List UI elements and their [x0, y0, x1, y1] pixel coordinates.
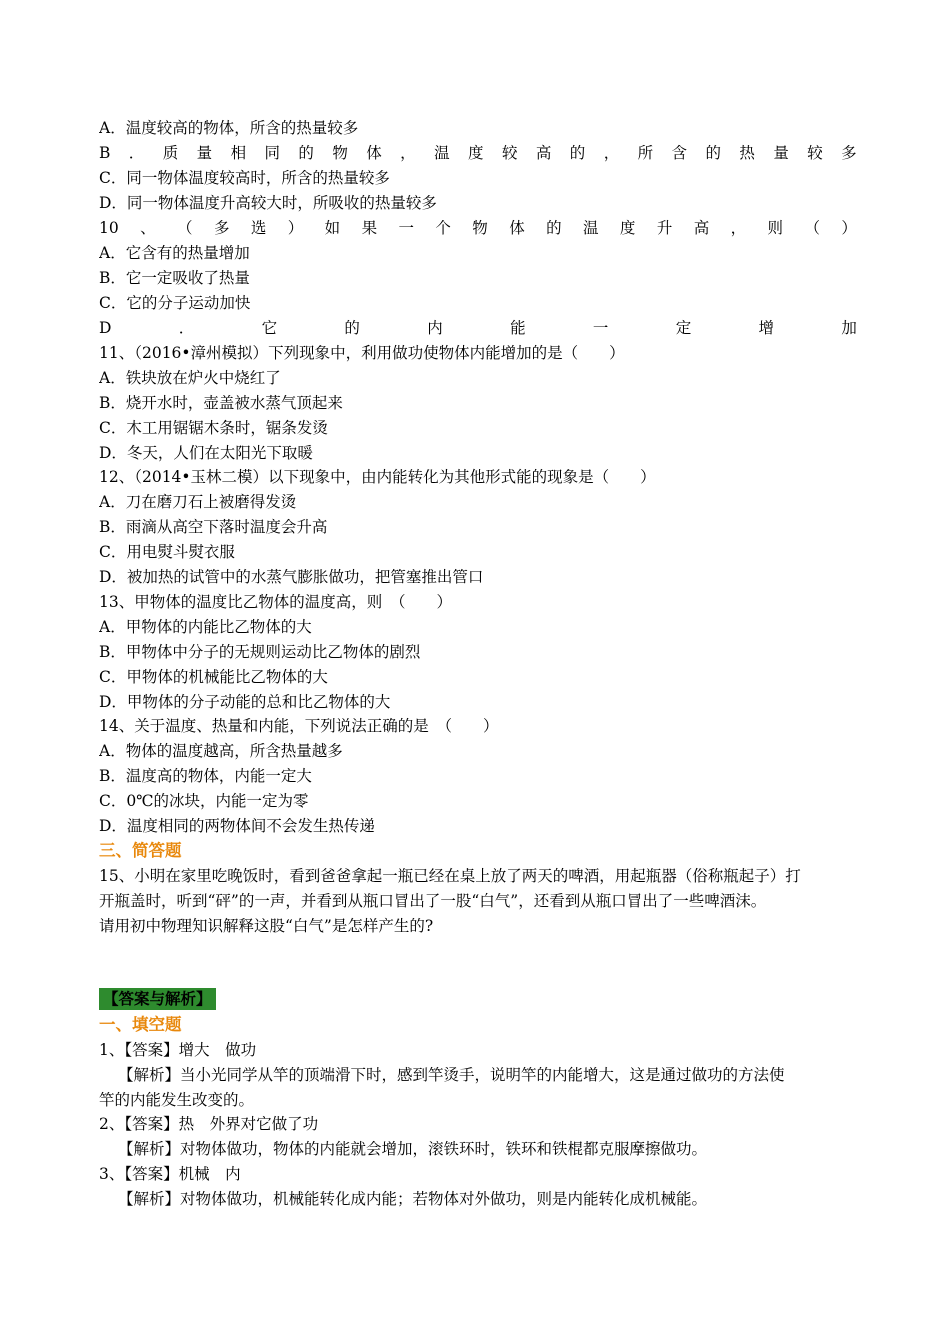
- spread-char: 则: [767, 219, 784, 237]
- spread-char: 、: [140, 219, 156, 237]
- q14-stem: 14、关于温度、热量和内能，下列说法正确的是 （ ）: [99, 717, 499, 735]
- q9-option-b: [99, 143, 857, 163]
- q13-option-c: C．甲物体的机械能比乙物体的大: [99, 668, 328, 686]
- q9-option-d: D．同一物体温度升高较大时，所吸收的热量较多: [99, 194, 437, 212]
- spread-char: 相: [230, 144, 247, 162]
- spread-char: 量: [196, 144, 213, 162]
- spread-char: 含: [671, 144, 688, 162]
- spread-char: （: [177, 219, 193, 237]
- q15-line-1: 15、小明在家里吃晚饭时，看到爸爸拿起一瓶已经在桌上放了两天的啤酒，用起瓶器（俗称瓶起子）打: [99, 867, 801, 885]
- answer-3-explanation: 【解析】对物体做功，机械能转化成内能；若物体对外做功，则是内能转化成机械能。: [118, 1190, 708, 1208]
- spread-char: ）: [287, 219, 304, 237]
- q13-stem: 13、甲物体的温度比乙物体的温度高，则 （ ）: [99, 593, 452, 611]
- q11-option-d: D．冬天，人们在太阳光下取暖: [99, 444, 313, 462]
- spread-char: 同: [264, 144, 280, 162]
- spread-char: ）: [841, 219, 857, 237]
- answer-1-explanation: 【解析】当小光同学从竿的顶端滑下时，感到竿烫手，说明竿的内能增大，这是通过做功的方法使: [118, 1066, 785, 1084]
- spread-char: 它: [261, 319, 278, 337]
- answer-1-explanation-cont: 竿的内能发生改变的。: [99, 1091, 255, 1109]
- spread-char: 体: [366, 144, 382, 162]
- q15-line-3: 请用初中物理知识解释这股“白气”是怎样产生的?: [99, 917, 434, 935]
- q15-line-2: 开瓶盖时，听到“砰”的一声，并看到从瓶口冒出了一股“白气”，还看到从瓶口冒出了一些啤酒沫。: [99, 892, 767, 910]
- q11-stem: 11、（2016•漳州模拟）下列现象中，利用做功使物体内能增加的是（ ）: [99, 344, 625, 362]
- answer-2: 2、【答案】热 外界对它做了功: [99, 1115, 319, 1133]
- spread-char: D: [99, 319, 112, 337]
- spread-char: ．: [128, 144, 145, 162]
- spread-char: 如: [324, 219, 341, 237]
- spread-char: 定: [675, 319, 692, 337]
- q11-option-b: B．烧开水时，壶盖被水蒸气顶起来: [99, 394, 343, 412]
- spread-char: 多: [213, 219, 230, 237]
- spread-char: 的: [344, 319, 360, 337]
- spread-char: ，: [400, 144, 416, 162]
- q10-option-b: B．它一定吸收了热量: [99, 269, 250, 287]
- spread-char: B: [99, 144, 111, 162]
- q12-option-b: B．雨滴从高空下落时温度会升高: [99, 518, 328, 536]
- spread-char: 增: [758, 319, 775, 337]
- answers-badge: 【答案与解析】: [99, 988, 216, 1010]
- spread-char: 的: [569, 144, 586, 162]
- spread-char: 物: [472, 219, 488, 237]
- spread-char: ．: [178, 319, 195, 337]
- q12-option-a: A．刀在磨刀石上被磨得发烫: [99, 493, 297, 511]
- q10-stem: [99, 218, 857, 238]
- spread-char: 度: [468, 144, 484, 162]
- spread-char: 温: [434, 144, 450, 162]
- spread-char: 量: [773, 144, 789, 162]
- q13-option-a: A．甲物体的内能比乙物体的大: [99, 618, 312, 636]
- q9-option-a: A．温度较高的物体，所含的热量较多: [99, 119, 359, 137]
- spread-char: 一: [398, 219, 414, 237]
- q12-stem: 12、（2014•玉林二模）以下现象中，由内能转化为其他形式能的现象是（ ）: [99, 468, 656, 486]
- spread-char: 个: [435, 219, 451, 237]
- q12-option-d: D．被加热的试管中的水蒸气膨胀做功，把管塞推出管口: [99, 568, 484, 586]
- spread-char: 内: [427, 319, 443, 337]
- spread-char: 的: [298, 144, 314, 162]
- spread-char: 高: [535, 144, 552, 162]
- spread-char: 物: [332, 144, 348, 162]
- spread-char: 温: [583, 219, 599, 237]
- answer-2-explanation: 【解析】对物体做功，物体的内能就会增加，滚铁环时，铁环和铁棍都克服摩擦做功。: [118, 1140, 708, 1158]
- spread-char: 能: [510, 319, 526, 337]
- q14-option-d: D．温度相同的两物体间不会发生热传递: [99, 817, 375, 835]
- spread-char: 的: [546, 219, 562, 237]
- spread-char: ，: [730, 219, 747, 237]
- spread-char: 一: [592, 319, 609, 337]
- q11-option-c: C．木工用锯锯木条时，锯条发烫: [99, 419, 328, 437]
- spread-char: 高: [693, 219, 710, 237]
- q11-option-a: A．铁块放在炉火中烧红了: [99, 369, 281, 387]
- spread-char: 多: [841, 144, 857, 162]
- spread-char: 选: [250, 219, 267, 237]
- q10-option-a: A．它含有的热量增加: [99, 244, 250, 262]
- q12-option-c: C．用电熨斗熨衣服: [99, 543, 235, 561]
- spread-char: 较: [807, 144, 823, 162]
- q10-option-d: [99, 318, 857, 338]
- q9-option-c: C．同一物体温度较高时，所含的热量较多: [99, 169, 390, 187]
- spread-char: （: [804, 219, 820, 237]
- q14-option-c: C．0℃的冰块，内能一定为零: [99, 792, 309, 810]
- answer-1: 1、【答案】增大 做功: [99, 1041, 257, 1059]
- spread-char: 较: [501, 144, 518, 162]
- q13-option-b: B．甲物体中分子的无规则运动比乙物体的剧烈: [99, 643, 421, 661]
- q14-option-a: A．物体的温度越高，所含热量越多: [99, 742, 343, 760]
- q13-option-d: D．甲物体的分子动能的总和比乙物体的大: [99, 693, 391, 711]
- spread-char: ，: [603, 144, 620, 162]
- spread-char: 所: [637, 144, 654, 162]
- section-title-fill-blank: 一、填空题: [99, 1015, 182, 1034]
- spread-char: 度: [619, 219, 636, 237]
- spread-char: 果: [361, 219, 378, 237]
- spread-char: 的: [705, 144, 721, 162]
- spread-char: 10: [99, 219, 119, 237]
- spread-char: 热: [739, 144, 755, 162]
- answer-3: 3、【答案】机械 内: [99, 1165, 241, 1183]
- q14-option-b: B．温度高的物体，内能一定大: [99, 767, 312, 785]
- spread-char: 体: [509, 219, 525, 237]
- spread-char: 质: [162, 144, 179, 162]
- section-title-short-answer: 三、简答题: [99, 841, 182, 860]
- q10-option-c: C．它的分子运动加快: [99, 294, 251, 312]
- spread-char: 升: [656, 219, 673, 237]
- spread-char: 加: [841, 319, 857, 337]
